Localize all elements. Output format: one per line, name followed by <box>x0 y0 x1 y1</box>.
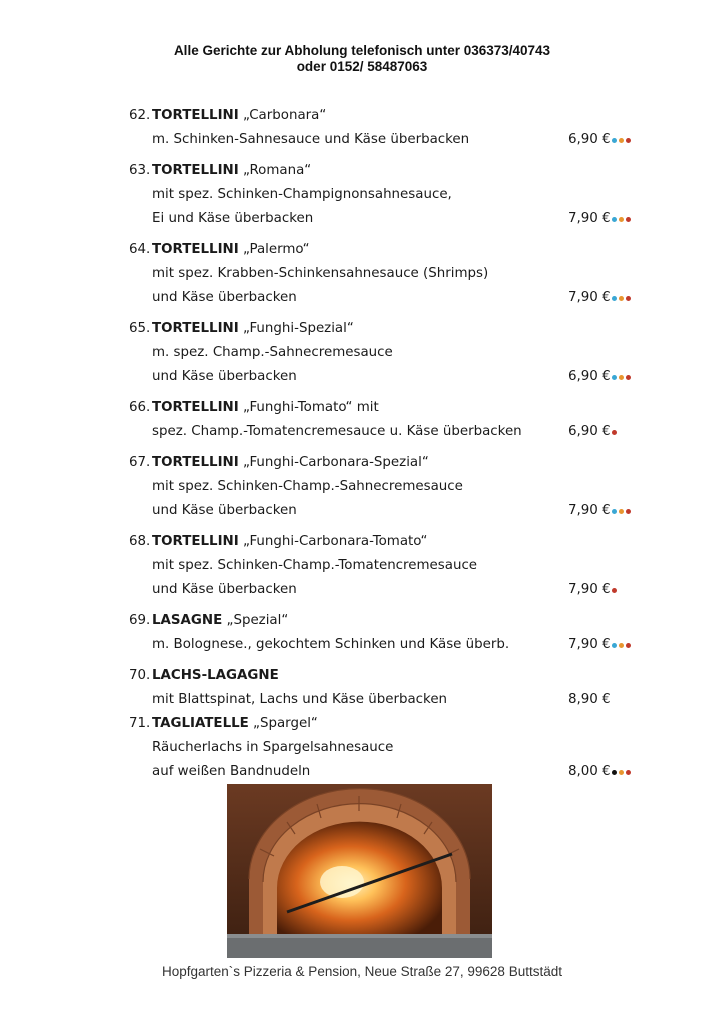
menu-item <box>0 712 724 784</box>
item-price: 8,90 € <box>568 692 611 707</box>
item-description: mit spez. Schinken-Champignonsahnesauce, <box>152 187 452 202</box>
red-allergen-dot <box>626 217 631 222</box>
item-number: 66. <box>129 400 151 415</box>
menu-item <box>0 396 724 444</box>
item-variant: „Spargel“ <box>248 716 318 731</box>
item-number: 71. <box>129 716 151 731</box>
item-description: auf weißen Bandnudeln <box>152 764 311 779</box>
orange-allergen-dot <box>619 509 624 514</box>
item-name: TORTELLINI <box>152 534 239 549</box>
orange-allergen-dot <box>619 643 624 648</box>
item-title <box>152 664 279 688</box>
item-name: TAGLIATELLE <box>152 716 249 731</box>
item-price: 6,90 € <box>568 369 611 384</box>
item-description: mit Blattspinat, Lachs und Käse überbacken <box>152 692 448 707</box>
menu-item <box>0 317 724 389</box>
blue-allergen-dot <box>612 296 617 301</box>
item-price: 7,90 € <box>568 582 611 597</box>
item-price: 6,90 € <box>568 132 611 147</box>
menu-item <box>0 159 724 231</box>
item-variant: „Funghi-Carbonara-Spezial“ <box>238 455 429 470</box>
item-price: 6,90 € <box>568 424 611 439</box>
menu-item <box>0 451 724 523</box>
item-variant: „Funghi-Spezial“ <box>238 321 354 336</box>
item-title <box>152 396 379 420</box>
menu-item <box>0 664 724 712</box>
item-name: TORTELLINI <box>152 455 239 470</box>
orange-allergen-dot <box>619 138 624 143</box>
item-price: 7,90 € <box>568 290 611 305</box>
allergen-markers <box>612 365 631 389</box>
red-allergen-dot <box>626 770 631 775</box>
orange-allergen-dot <box>619 770 624 775</box>
item-variant: „Funghi-Carbonara-Tomato“ <box>238 534 428 549</box>
item-description: mit spez. Krabben-Schinkensahnesauce (Shrimps) <box>152 266 489 281</box>
item-number: 65. <box>129 321 151 336</box>
item-number: 63. <box>129 163 151 178</box>
item-price: 7,90 € <box>568 211 611 226</box>
blue-allergen-dot <box>612 217 617 222</box>
item-title <box>152 238 310 262</box>
orange-allergen-dot <box>619 217 624 222</box>
blue-allergen-dot <box>612 375 617 380</box>
item-description: mit spez. Schinken-Champ.-Tomatencremesauce <box>152 558 478 573</box>
item-title <box>152 159 311 183</box>
black-allergen-dot <box>612 770 617 775</box>
item-number: 62. <box>129 108 151 123</box>
pizza-oven-photo <box>227 784 492 958</box>
red-allergen-dot <box>626 375 631 380</box>
item-number: 64. <box>129 242 151 257</box>
item-variant: „Romana“ <box>238 163 312 178</box>
item-description: m. Bolognese., gekochtem Schinken und Käse überb. <box>152 637 510 652</box>
item-price: 8,00 € <box>568 764 611 779</box>
allergen-markers <box>612 760 631 784</box>
allergen-markers <box>612 286 631 310</box>
item-description: und Käse überbacken <box>152 369 297 384</box>
red-allergen-dot <box>612 430 617 435</box>
item-name: TORTELLINI <box>152 163 239 178</box>
allergen-markers <box>612 499 631 523</box>
item-description: m. Schinken-Sahnesauce und Käse überbacken <box>152 132 470 147</box>
item-number: 68. <box>129 534 151 549</box>
item-price: 7,90 € <box>568 503 611 518</box>
item-number: 70. <box>129 668 151 683</box>
red-allergen-dot <box>626 138 631 143</box>
item-variant: „Funghi-Tomato“ mit <box>238 400 379 415</box>
item-description: mit spez. Schinken-Champ.-Sahnecremesauce <box>152 479 463 494</box>
item-title <box>152 530 427 554</box>
menu-item <box>0 609 724 657</box>
item-name: TORTELLINI <box>152 242 239 257</box>
phone-line: Alle Gerichte zur Abholung telefonisch unter 036373/40743 <box>173 43 551 58</box>
item-title <box>152 317 354 341</box>
item-number: 69. <box>129 613 151 628</box>
allergen-markers <box>612 207 631 231</box>
item-variant: „Palermo“ <box>238 242 310 257</box>
item-name: LASAGNE <box>152 613 223 628</box>
item-description: und Käse überbacken <box>152 290 297 305</box>
item-title <box>152 609 288 633</box>
item-variant: „Spezial“ <box>222 613 289 628</box>
header <box>0 43 724 75</box>
blue-allergen-dot <box>612 138 617 143</box>
mobile-line: oder 0152/ 58487063 <box>296 59 428 74</box>
allergen-markers <box>612 578 617 602</box>
blue-allergen-dot <box>612 509 617 514</box>
orange-allergen-dot <box>619 375 624 380</box>
item-name: TORTELLINI <box>152 321 239 336</box>
item-variant: „Carbonara“ <box>238 108 327 123</box>
pizza-oven-illustration <box>227 784 492 958</box>
blue-allergen-dot <box>612 643 617 648</box>
item-name: TORTELLINI <box>152 108 239 123</box>
menu-item <box>0 238 724 310</box>
red-allergen-dot <box>626 643 631 648</box>
item-description: und Käse überbacken <box>152 503 297 518</box>
item-description: Ei und Käse überbacken <box>152 211 314 226</box>
item-title <box>152 712 318 736</box>
red-allergen-dot <box>612 588 617 593</box>
footer-address: Hopfgarten`s Pizzeria & Pension, Neue Straße 27, 99628 Buttstädt <box>162 964 562 979</box>
red-allergen-dot <box>626 296 631 301</box>
item-name: LACHS-LAGAGNE <box>152 668 279 683</box>
orange-allergen-dot <box>619 296 624 301</box>
item-name: TORTELLINI <box>152 400 239 415</box>
item-description: und Käse überbacken <box>152 582 297 597</box>
allergen-markers <box>612 420 617 444</box>
item-description: spez. Champ.-Tomatencremesauce u. Käse überbacken <box>152 424 522 439</box>
menu-item <box>0 530 724 602</box>
red-allergen-dot <box>626 509 631 514</box>
item-title <box>152 104 326 128</box>
item-title <box>152 451 429 475</box>
item-description: m. spez. Champ.-Sahnecremesauce <box>152 345 393 360</box>
item-description: Räucherlachs in Spargelsahnesauce <box>152 740 394 755</box>
item-number: 67. <box>129 455 151 470</box>
menu-item <box>0 104 724 152</box>
allergen-markers <box>612 128 631 152</box>
allergen-markers <box>612 633 631 657</box>
item-price: 7,90 € <box>568 637 611 652</box>
